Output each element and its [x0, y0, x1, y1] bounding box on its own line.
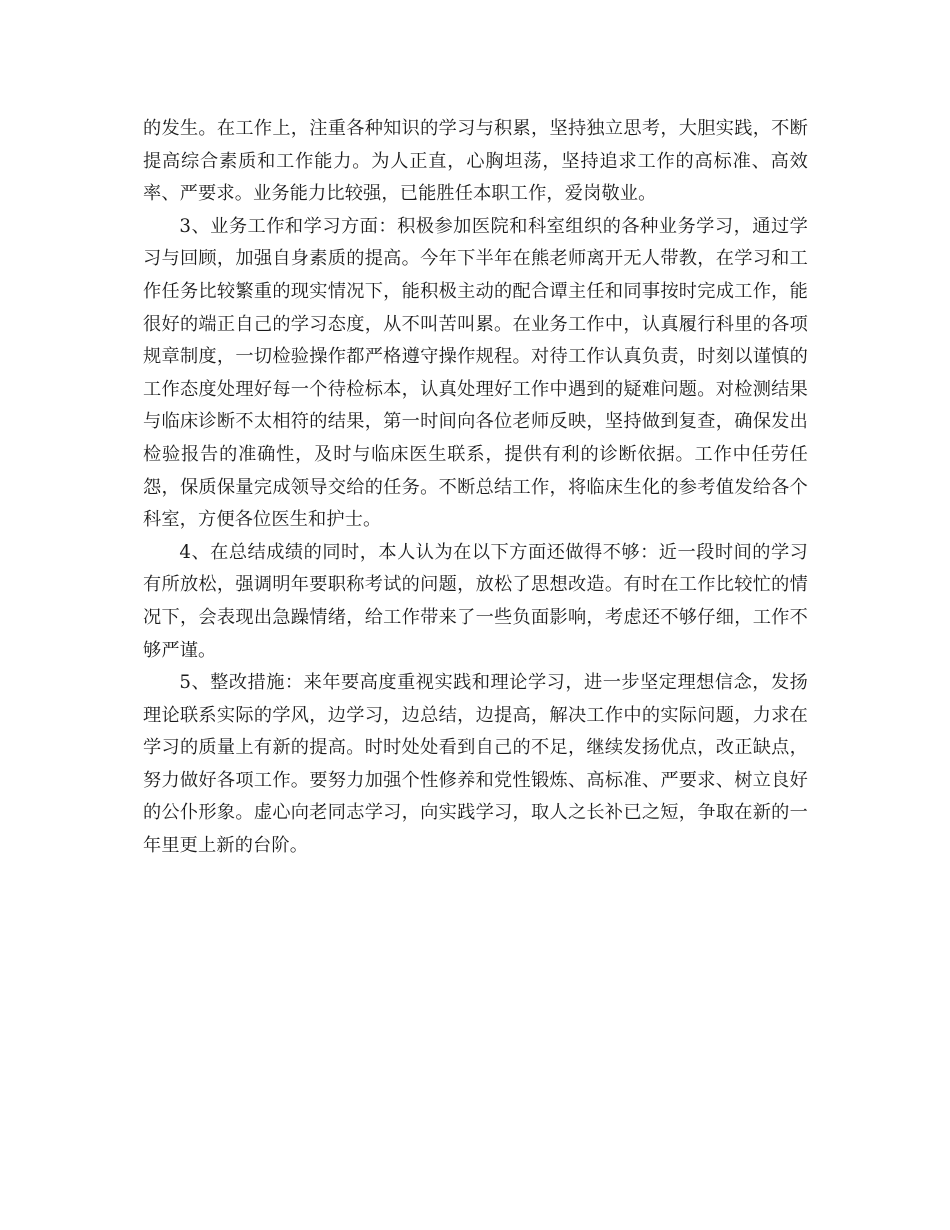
- paragraph-continued: 的发生。在工作上，注重各种知识的学习与积累，坚持独立思考，大胆实践，不断提高综合素质和工作能力。为人正直，心胸坦荡，坚持追求工作的高标准、高效率、严要求。业务能力比较强，已能胜任本职工作，爱岗敬业。: [143, 118, 808, 205]
- paragraph-5-corrective-measures: 5、整改措施：来年要高度重视实践和理论学习，进一步坚定理想信念，发扬理论联系实际的学风，边学习，边总结，边提高，解决工作中的实际问题，力求在学习的质量上有新的提高。时时处处看到自己的不足，继续发扬优点，改正缺点，努力做好各项工作。要努力加强个性修养和党性锻炼、高标准、严要求、树立良好的公仆形象。虚心向老同志学习，向实践学习，取人之长补已之短，争取在新的一年里更上新的台阶。: [143, 672, 808, 857]
- paragraph-3-business-and-study: 3、业务工作和学习方面：积极参加医院和科室组织的各种业务学习，通过学习与回顾，加强自身素质的提高。今年下半年在熊老师离开无人带教，在学习和工作任务比较繁重的现实情况下，能积极主动的配合谭主任和同事按时完成工作，能很好的端正自己的学习态度，从不叫苦叫累。在业务工作中，认真履行科里的各项规章制度，一切检验操作都严格遵守操作规程。对待工作认真负责，时刻以谨慎的工作态度处理好每一个待检标本，认真处理好工作中遇到的疑难问题。对检测结果与临床诊断不太相符的结果，第一时间向各位老师反映，坚持做到复查，确保发出检验报告的准确性，及时与临床医生联系，提供有利的诊断依据。工作中任劳任怨，保质保量完成领导交给的任务。不断总结工作，将临床生化的参考值发给各个科室，方便各位医生和护士。: [143, 215, 808, 531]
- document-body: [143, 113, 808, 863]
- paragraph-4-shortcomings: 4、在总结成绩的同时，本人认为在以下方面还做得不够：近一段时间的学习有所放松，强调明年要职称考试的问题，放松了思想改造。有时在工作比较忙的情况下，会表现出急躁情绪，给工作带来了一些负面影响，考虑还不够仔细，工作不够严谨。: [143, 541, 808, 661]
